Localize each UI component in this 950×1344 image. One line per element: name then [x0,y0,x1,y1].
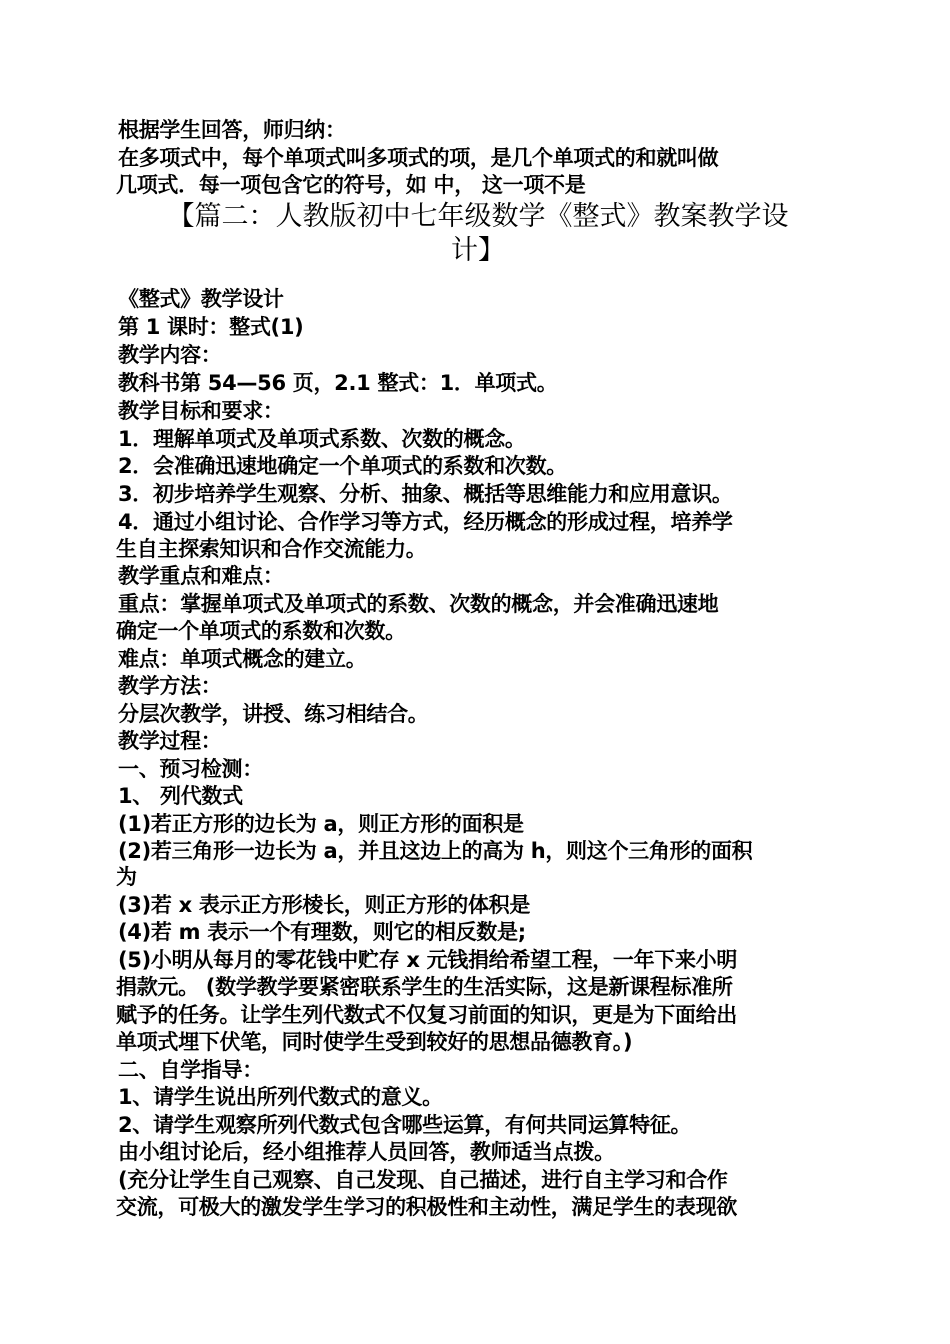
text-line: 难点：单项式概念的建立。 [118,647,367,671]
text-line: 1、请学生说出所列代数式的意义。 [118,1085,443,1109]
heading-content: 教学内容： [118,343,222,367]
section-title-line-1: 【篇二：人教版初中七年级数学《整式》教案教学设 [167,201,789,232]
heading-preview: 一、预习检测： [118,757,263,781]
question-line-continued: 赋予的任务。让学生列代数式不仅复习前面的知识，更是为下面给出 [116,1003,737,1027]
text-line: 确定一个单项式的系数和次数。 [116,619,406,643]
intro-line-1: 根据学生回答，师归纳： [118,118,346,142]
text-line: 1、 列代数式 [118,784,243,808]
list-item: 1．理解单项式及单项式系数、次数的概念。 [118,427,526,451]
intro-line-3: 几项式．每一项包含它的符号，如 中， 这一项不是 [116,173,586,197]
list-item: 2．会准确迅速地确定一个单项式的系数和次数。 [118,454,568,478]
section-title-line-2: 计】 [451,235,505,266]
question-line: (1)若正方形的边长为 a，则正方形的面积是 [118,812,524,836]
text-line: (充分让学生自己观察、自己发现、自己描述，进行自主学习和合作 [118,1168,728,1192]
heading-goals: 教学目标和要求： [118,399,284,423]
list-item: 4．通过小组讨论、合作学习等方式，经历概念的形成过程，培养学 [118,510,733,534]
text-line: 由小组讨论后，经小组推荐人员回答，教师适当点拨。 [118,1140,615,1164]
text-line: 2、请学生观察所列代数式包含哪些运算，有何共同运算特征。 [118,1113,692,1137]
lesson-title: 《整式》教学设计 [118,287,284,311]
question-line-continued: 单项式埋下伏笔，同时使学生受到较好的思想品德教育。) [116,1030,633,1054]
intro-line-2: 在多项式中，每个单项式叫多项式的项，是几个单项式的和就叫做 [118,146,719,170]
heading-key-points: 教学重点和难点： [118,564,284,588]
list-item: 3．初步培养学生观察、分析、抽象、概括等思维能力和应用意识。 [118,482,733,506]
question-line: (2)若三角形一边长为 a，并且这边上的高为 h，则这个三角形的面积 [118,839,753,863]
heading-method: 教学方法： [118,674,222,698]
question-line-continued: 捐款元。 (数学教学要紧密联系学生的生活实际，这是新课程标准所 [116,975,733,999]
text-line: 重点：掌握单项式及单项式的系数、次数的概念，并会准确迅速地 [118,592,719,616]
question-line: (5)小明从每月的零花钱中贮存 x 元钱捐给希望工程，一年下来小明 [118,948,738,972]
text-line-continued: 交流，可极大的激发学生学习的积极性和主动性，满足学生的表现欲 [116,1195,737,1219]
heading-process: 教学过程： [118,729,222,753]
text-line: 分层次教学，讲授、练习相结合。 [118,702,429,726]
question-line-continued: 为 [116,865,137,889]
text-line: 教科书第 54—56 页，2.1 整式：1．单项式。 [118,371,558,395]
question-line: (3)若 x 表示正方形棱长，则正方形的体积是 [118,893,531,917]
list-item-continued: 生自主探索知识和合作交流能力。 [116,537,427,561]
heading-self-study: 二、自学指导： [118,1058,263,1082]
lesson-period: 第 1 课时：整式(1) [118,315,304,339]
question-line: (4)若 m 表示一个有理数，则它的相反数是; [118,920,526,944]
